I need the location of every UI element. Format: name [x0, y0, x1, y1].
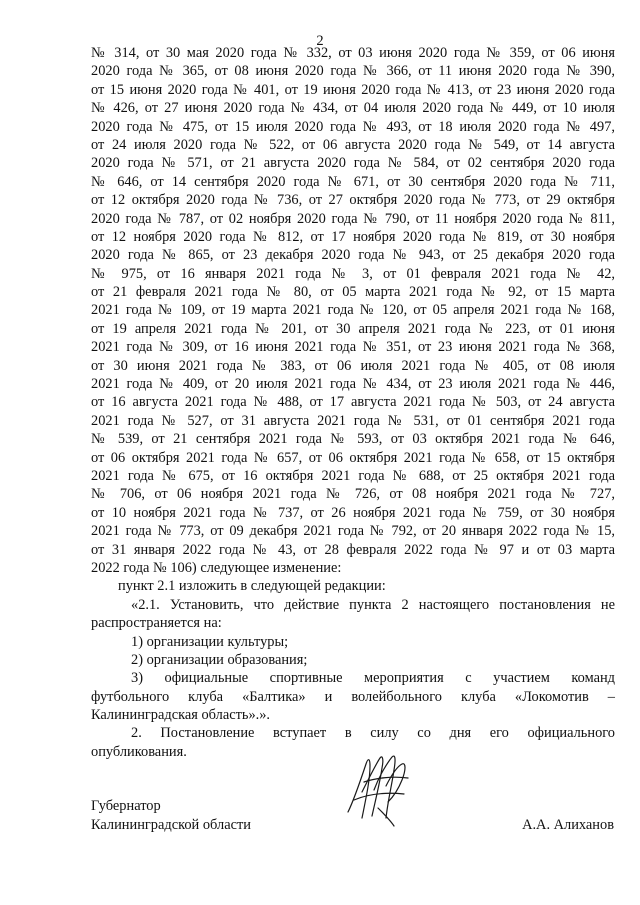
body-line-9: от 12 октября 2020 года № 736, от 27 октября 2020 года № 773, от 29 октября [91, 192, 615, 209]
body-line-19: 2021 года № 409, от 20 июля 2021 года № 434, от 23 июля 2021 года № 446, [91, 376, 615, 393]
body-line-24: 2021 года № 675, от 16 октября 2021 года № 688, от 25 октября 2021 года [91, 467, 615, 484]
body-line-30: пункт 2.1 изложить в следующей редакции: [118, 578, 386, 595]
body-line-5: 2020 года № 475, от 15 июля 2020 года № 493, от 18 июля 2020 года № 497, [91, 118, 615, 135]
body-line-32: распространяется на: [91, 615, 222, 632]
body-line-36: футбольного клуба «Балтика» и волейбольного клуба «Локомотив – [91, 688, 615, 705]
body-line-29: 2022 года № 106) следующее изменение: [91, 559, 342, 576]
body-line-31: «2.1. Установить, что действие пункта 2 настоящего постановления не [131, 596, 615, 613]
body-line-22: № 539, от 21 сентября 2021 года № 593, от 03 октября 2021 года № 646, [91, 431, 615, 448]
body-line-6: от 24 июля 2020 года № 522, от 06 августа 2020 года № 549, от 14 августа [91, 136, 615, 153]
body-line-37: Калининградская область».». [91, 707, 271, 724]
body-line-34: 2) организации образования; [131, 651, 308, 668]
body-line-11: от 12 ноября 2020 года № 812, от 17 ноября 2020 года № 819, от 30 ноября [91, 228, 615, 245]
body-line-7: 2020 года № 571, от 21 августа 2020 года № 584, от 02 сентября 2020 года [91, 155, 615, 172]
body-line-26: от 10 ноября 2021 года № 737, от 26 ноября 2021 года № 759, от 30 ноября [91, 504, 615, 521]
page-number: 2 [316, 33, 324, 49]
document-body [91, 44, 615, 761]
body-line-12: 2020 года № 865, от 23 декабря 2020 года № 943, от 25 декабря 2020 года [91, 247, 615, 264]
body-line-38: 2. Постановление вступает в силу со дня его официального [131, 725, 615, 742]
body-line-35: 3) официальные спортивные мероприятия с участием команд [131, 670, 615, 687]
body-line-20: от 16 августа 2021 года № 488, от 17 августа 2021 года № 503, от 24 августа [91, 394, 615, 411]
body-line-15: 2021 года № 109, от 19 марта 2021 года № 120, от 05 апреля 2021 года № 168, [91, 302, 615, 319]
body-line-21: 2021 года № 527, от 31 августа 2021 года № 531, от 01 сентября 2021 года [91, 412, 615, 429]
signatory-title [91, 797, 251, 835]
body-line-13: № 975, от 16 января 2021 года № 3, от 01 февраля 2021 года № 42, [91, 265, 615, 282]
body-line-33: 1) организации культуры; [131, 633, 289, 650]
body-line-14: от 21 февраля 2021 года № 80, от 05 марта 2021 года № 92, от 15 марта [91, 284, 615, 301]
signatory-name: А.А. Алиханов [522, 817, 614, 833]
body-line-8: № 646, от 14 сентября 2020 года № 671, от 30 сентября 2020 года № 711, [91, 173, 615, 190]
body-line-39: опубликования. [91, 743, 187, 760]
body-line-28: от 31 января 2022 года № 43, от 28 февраля 2022 года № 97 и от 03 марта [91, 541, 615, 558]
body-line-3: от 15 июня 2020 года № 401, от 19 июня 2020 года № 413, от 23 июня 2020 года [91, 81, 615, 98]
handwritten-signature [344, 752, 416, 828]
signatory-title-line-1: Губернатор [91, 798, 161, 814]
body-line-18: от 30 июня 2021 года № 383, от 06 июля 2021 года № 405, от 08 июля [91, 357, 615, 374]
body-line-10: 2020 года № 787, от 02 ноября 2020 года № 790, от 11 ноября 2020 года № 811, [91, 210, 615, 227]
body-line-17: 2021 года № 309, от 16 июня 2021 года № 351, от 23 июня 2021 года № 368, [91, 339, 615, 356]
body-line-4: № 426, от 27 июня 2020 года № 434, от 04 июля 2020 года № 449, от 10 июля [91, 100, 615, 117]
body-line-23: от 06 октября 2021 года № 657, от 06 октября 2021 года № 658, от 15 октября [91, 449, 615, 466]
body-line-16: от 19 апреля 2021 года № 201, от 30 апреля 2021 года № 223, от 01 июня [91, 320, 615, 337]
body-line-25: № 706, от 06 ноября 2021 года № 726, от 08 ноября 2021 года № 727, [91, 486, 615, 503]
body-line-2: 2020 года № 365, от 08 июня 2020 года № 366, от 11 июня 2020 года № 390, [91, 63, 615, 80]
body-line-27: 2021 года № 773, от 09 декабря 2021 года № 792, от 20 января 2022 года № 15, [91, 523, 615, 540]
body-line-1: № 314, от 30 мая 2020 года № 332, от 03 июня 2020 года № 359, от 06 июня [91, 45, 615, 61]
signatory-title-line-2: Калининградской области [91, 817, 251, 833]
